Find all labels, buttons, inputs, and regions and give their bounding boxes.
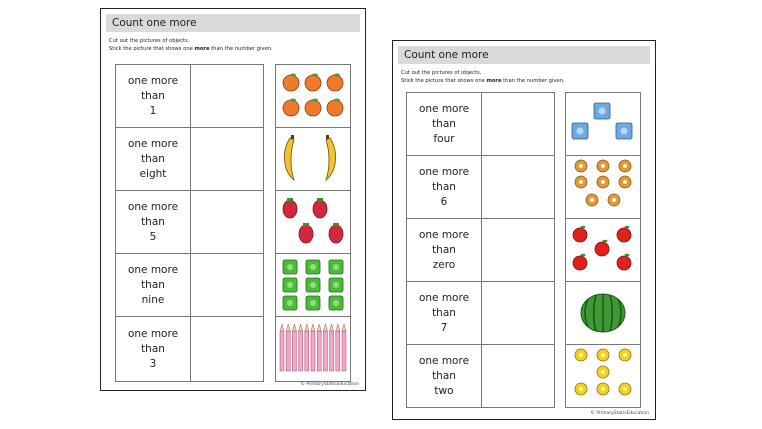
prompt-number: four bbox=[433, 132, 455, 145]
answer-table bbox=[406, 92, 555, 408]
prompt-text: than bbox=[141, 152, 165, 165]
cookie-icon bbox=[566, 156, 640, 218]
prompt-number: nine bbox=[141, 293, 165, 306]
table-row bbox=[407, 156, 554, 219]
pencil-tip bbox=[342, 324, 346, 331]
table-row bbox=[407, 345, 554, 407]
pencil-body bbox=[311, 331, 315, 371]
prompt-cell bbox=[116, 317, 191, 381]
pencil-tip bbox=[330, 324, 334, 331]
table-row bbox=[116, 191, 263, 254]
worksheet-title: Count one more bbox=[398, 46, 650, 64]
raspberry-icon bbox=[276, 191, 350, 253]
pineapple-slice-icon bbox=[566, 345, 640, 407]
banana-icon bbox=[276, 128, 350, 190]
prompt-number: zero bbox=[432, 258, 456, 271]
instruction-text: than the number given. bbox=[501, 77, 565, 84]
peach-icon bbox=[276, 65, 350, 127]
prompt-cell bbox=[116, 191, 191, 253]
table-row bbox=[407, 219, 554, 282]
picture-cell[interactable] bbox=[566, 93, 640, 156]
pencil-tip bbox=[292, 324, 296, 331]
prompt-number: 1 bbox=[149, 104, 157, 117]
picture-cell[interactable] bbox=[276, 254, 350, 317]
prompt-cell bbox=[407, 282, 482, 344]
picture-strip bbox=[275, 64, 351, 382]
prompt-cell bbox=[407, 219, 482, 281]
instruction-line-2 bbox=[401, 78, 649, 86]
prompt-text: one more bbox=[418, 165, 470, 178]
instruction-bold: more bbox=[486, 77, 502, 84]
picture-cell[interactable] bbox=[566, 156, 640, 219]
apple-icon bbox=[566, 219, 640, 281]
picture-cell[interactable] bbox=[566, 282, 640, 345]
prompt-text: one more bbox=[127, 137, 179, 150]
pencil-tip bbox=[317, 324, 321, 331]
pencil-tip bbox=[299, 324, 303, 331]
prompt-cell bbox=[407, 156, 482, 218]
prompt-text: than bbox=[432, 369, 456, 382]
prompt-text: one more bbox=[418, 354, 470, 367]
pencil-tip bbox=[323, 324, 327, 331]
prompt-text: than bbox=[432, 180, 456, 193]
instructions bbox=[109, 38, 359, 53]
prompt-text: than bbox=[141, 89, 165, 102]
pencil-tip bbox=[311, 324, 315, 331]
table-row bbox=[116, 317, 263, 381]
pencil-body bbox=[286, 331, 290, 371]
prompt-cell bbox=[407, 345, 482, 407]
picture-cell[interactable] bbox=[276, 65, 350, 128]
picture-cell[interactable] bbox=[566, 345, 640, 407]
instruction-text: Stick the picture that shows one bbox=[401, 77, 487, 84]
prompt-text: one more bbox=[127, 263, 179, 276]
prompt-number: 5 bbox=[149, 230, 157, 243]
prompt-text: than bbox=[432, 243, 456, 256]
instructions bbox=[401, 70, 649, 85]
prompt-text: one more bbox=[127, 327, 179, 340]
prompt-number: 3 bbox=[149, 357, 157, 370]
pencil-tip bbox=[305, 324, 309, 331]
blue-cube-icon bbox=[566, 93, 640, 155]
pencil-icon bbox=[276, 317, 350, 379]
picture-strip bbox=[565, 92, 641, 408]
prompt-text: than bbox=[141, 278, 165, 291]
instruction-text: than the number given. bbox=[209, 45, 273, 52]
watermelon-icon bbox=[566, 282, 640, 344]
pencil-body bbox=[280, 331, 284, 371]
pencil-body bbox=[323, 331, 327, 371]
instruction-line-2 bbox=[109, 46, 359, 54]
pencil-body bbox=[305, 331, 309, 371]
pencil-body bbox=[299, 331, 303, 371]
pencil-body bbox=[330, 331, 334, 371]
table-row bbox=[116, 128, 263, 191]
table-row bbox=[116, 65, 263, 128]
copyright: © PrimaryStaticEducation bbox=[300, 382, 359, 387]
picture-cell[interactable] bbox=[276, 191, 350, 254]
prompt-text: one more bbox=[127, 200, 179, 213]
worksheet-2 bbox=[392, 40, 656, 420]
pencil-body bbox=[292, 331, 296, 371]
picture-cell[interactable] bbox=[276, 317, 350, 381]
prompt-number: eight bbox=[139, 167, 167, 180]
green-cube-icon bbox=[276, 254, 350, 316]
prompt-text: than bbox=[141, 342, 165, 355]
table-row bbox=[407, 282, 554, 345]
instruction-line-1: Cut out the pictures of objects. bbox=[109, 38, 190, 44]
prompt-cell bbox=[116, 254, 191, 316]
copyright: © PrimaryStaticEducation bbox=[590, 411, 649, 416]
pencil-tip bbox=[286, 324, 290, 331]
table-row bbox=[407, 93, 554, 156]
prompt-cell bbox=[407, 93, 482, 155]
prompt-text: than bbox=[432, 117, 456, 130]
prompt-text: one more bbox=[418, 291, 470, 304]
worksheet-title: Count one more bbox=[106, 14, 360, 32]
prompt-number: 7 bbox=[440, 321, 448, 334]
table-row bbox=[116, 254, 263, 317]
instruction-line-1: Cut out the pictures of objects. bbox=[401, 70, 482, 76]
instruction-text: Stick the picture that shows one bbox=[109, 45, 195, 52]
prompt-text: than bbox=[141, 215, 165, 228]
pencil-tip bbox=[280, 324, 284, 331]
prompt-text: one more bbox=[127, 74, 179, 87]
picture-cell[interactable] bbox=[276, 128, 350, 191]
answer-table bbox=[115, 64, 264, 382]
picture-cell[interactable] bbox=[566, 219, 640, 282]
pencil-body bbox=[336, 331, 340, 371]
prompt-cell bbox=[116, 65, 191, 127]
prompt-text: than bbox=[432, 306, 456, 319]
prompt-cell bbox=[116, 128, 191, 190]
prompt-number: 6 bbox=[440, 195, 448, 208]
prompt-text: one more bbox=[418, 228, 470, 241]
prompt-number: two bbox=[434, 384, 454, 397]
worksheet-1 bbox=[100, 8, 366, 391]
prompt-text: one more bbox=[418, 102, 470, 115]
pencil-body bbox=[317, 331, 321, 371]
pencil-body bbox=[342, 331, 346, 371]
pencil-tip bbox=[336, 324, 340, 331]
instruction-bold: more bbox=[194, 45, 210, 52]
